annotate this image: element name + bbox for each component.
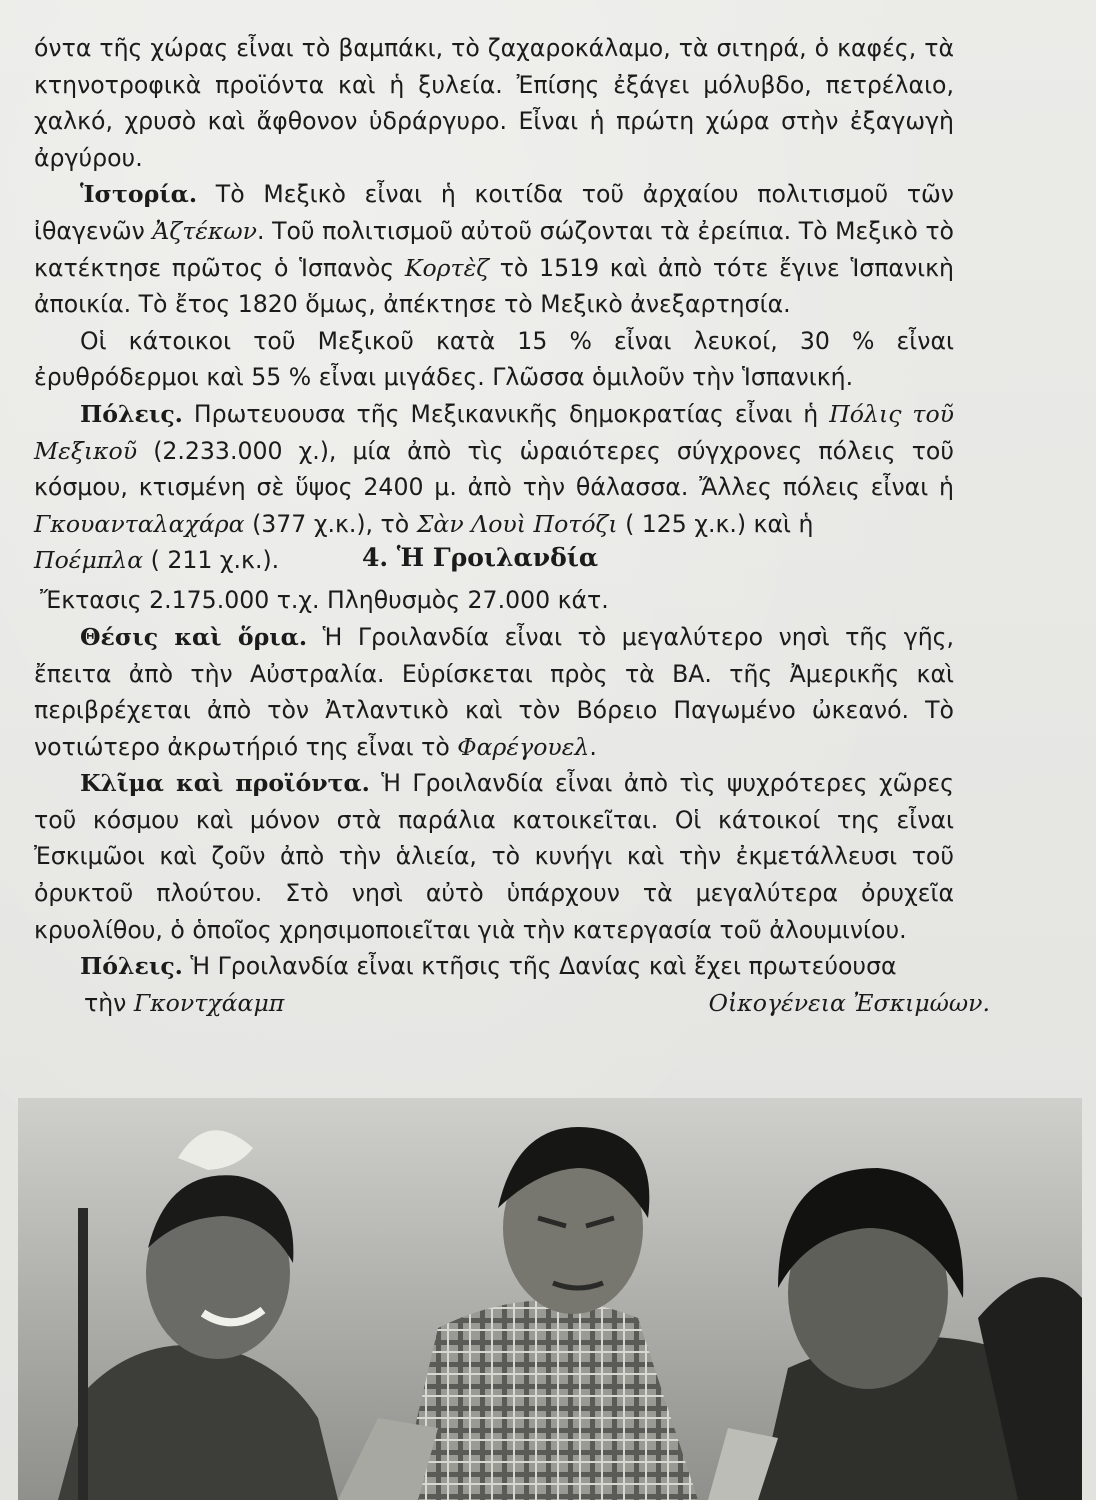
mexico-population-paragraph — [34, 323, 954, 396]
greenland-stats: Ἔκτασις 2.175.000 τ.χ. Πληθυσμὸς 27.000 κάτ. — [40, 586, 609, 615]
history-heading: Ἱστορία. — [80, 180, 198, 209]
greenland-position-paragraph — [34, 619, 954, 765]
population-text: Οἱ κάτοικοι τοῦ Μεξικοῦ κατὰ 15 % εἶναι λευκοί, 30 % εἶναι ἐρυθρόδερμοι καὶ 55 % εἶναι μιγάδες. Γλῶσσα ὁμιλοῦν τὴν Ἱσπανική. — [34, 326, 954, 392]
mexico-cities-text-1: Πρωτευουσα τῆς Μεξικανικῆς δημοκρατίας εἶναι ἡ — [182, 399, 830, 428]
capital-and-caption-row — [34, 985, 990, 1021]
capital-prefix: τὴν — [84, 988, 134, 1017]
cortez-term: Κορτὲζ — [404, 253, 490, 282]
godthab-term: Γκοντχάαμπ — [133, 988, 285, 1017]
mexico-cities-last-line — [34, 542, 279, 579]
aztecs-term: Ἀζτέκων — [152, 216, 257, 245]
position-heading: Θέσις καὶ ὅρια. — [80, 622, 308, 651]
mexico-cities-text-4: ( 125 χ.κ.) καὶ ἡ — [617, 509, 814, 538]
greenland-cities-text: Ἡ Γροιλανδία εἶναι κτῆσις τῆς Δανίας καὶ ἔχει πρωτεύουσα — [182, 952, 897, 981]
mexico-cities-text-3: (377 χ.κ.), τὸ — [244, 509, 417, 538]
climate-text: Ἡ Γροιλανδία εἶναι ἀπὸ τὶς ψυχρότερες χῶρες τοῦ κόσμου καὶ μόνον στὰ παράλια κατοικεῖται. Οἱ κάτοικοί της εἶναι Ἐσκιμῶοι καὶ ζοῦν ἀπὸ τὴν ἁλιεία, τὸ κυνήγι καὶ τὴν ἐκμετάλλευσι τοῦ ὀρυκτοῦ πλούτου. Στὸ νησὶ αὐτὸ ὑπάρχουν τὰ μεγαλύτερα ὀρυχεῖα κρυολίθου, ὁ ὁποῖος χρησιμοποιεῖται γιὰ τὴν κατεργασία τοῦ ἀλουμινίου. — [34, 769, 954, 944]
chapter-heading-row — [34, 542, 954, 582]
greenland-climate-paragraph — [34, 765, 954, 948]
capital-line — [84, 985, 284, 1022]
san-luis-potosi-term: Σὰν Λουὶ Ποτόζι — [416, 509, 618, 538]
climate-heading: Κλῖμα καὶ προϊόντα. — [80, 769, 370, 798]
puebla-term: Ποέμπλα — [34, 546, 144, 575]
guadalajara-term: Γκουανταλαχάρα — [34, 509, 245, 538]
mexico-city-term: Πόλις τοῦ Μεξικοῦ — [34, 399, 954, 465]
mexico-cities-paragraph — [34, 396, 954, 542]
mexico-cities-text-5: ( 211 χ.κ.). — [143, 546, 280, 575]
photo-caption: Οἰκογένεια Ἐσκιμώων. — [708, 988, 990, 1017]
page-text — [34, 30, 990, 1021]
mexico-cities-heading: Πόλεις. — [80, 399, 183, 428]
mexico-history-paragraph — [34, 176, 954, 322]
mexico-products-text: όντα τῆς χώρας εἶναι τὸ βαμπάκι, τὸ ζαχαροκάλαμο, τὰ σιτηρά, ὁ καφές, τὰ κτηνοτροφικὰ προϊόντα καὶ ἡ ξυλεία. Ἐπίσης ἐξάγει μόλυβδο, πετρέλαιο, χαλκό, χρυσὸ καὶ ἄφθονον ὑδράργυρο. Εἶναι ἡ πρώτη χώρα στὴν ἐξαγωγὴ ἀργύρου. — [34, 34, 954, 172]
greenland-cities-paragraph — [34, 948, 954, 985]
position-text-1: Ἡ Γροιλανδία εἶναι τὸ μεγαλύτερο νησὶ τῆς γῆς, ἔπειτα ἀπὸ τὴν Αὐστραλία. Εὑρίσκεται πρὸς τὰ ΒΑ. τῆς Ἀμερικῆς καὶ περιβρέχεται ἀπὸ τὸν Ἀτλαντικὸ καὶ τὸν Βόρειο Παγωμένο ὠκεανό. Τὸ νοτιώτερο ἀκρωτήριό της εἶναι τὸ — [34, 622, 954, 761]
history-text-1: Τὸ Μεξικὸ εἶναι ἡ κοιτίδα τοῦ ἀρχαίου πολιτισμοῦ τῶν ἰθαγενῶν — [34, 180, 954, 245]
history-text-3: τὸ 1519 καὶ ἀπὸ τότε ἔγινε Ἱσπανικὴ ἀποικία. Τὸ ἔτος 1820 ὅμως, ἀπέκτησε τὸ Μεξικὸ ἀνεξαρτησία. — [34, 253, 954, 319]
position-text-2: . — [589, 732, 597, 761]
history-text-2: . Τοῦ πολιτισμοῦ αὐτοῦ σώζονται τὰ ἐρείπια. Τὸ Μεξικὸ τὸ κατέκτησε πρῶτος ὁ Ἱσπανὸς — [34, 216, 954, 282]
greenland-cities-heading: Πόλεις. — [80, 952, 183, 981]
photo-illustration — [18, 1098, 1082, 1500]
mexico-cities-text-2: (2.233.000 χ.), μία ἀπὸ τὶς ὡραιότερες σύγχρονες πόλεις τοῦ κόσμου, κτισμένη σὲ ὕψος 2400 μ. ἀπὸ τὴν θάλασσα. Ἄλλες πόλεις εἶναι ἡ — [34, 436, 954, 502]
farewell-term: Φαρέγουελ — [457, 732, 590, 761]
mexico-products-paragraph — [34, 30, 954, 176]
eskimo-family-photo — [18, 1098, 1082, 1500]
chapter-title: 4. Ἡ Γροιλανδία — [362, 543, 599, 573]
